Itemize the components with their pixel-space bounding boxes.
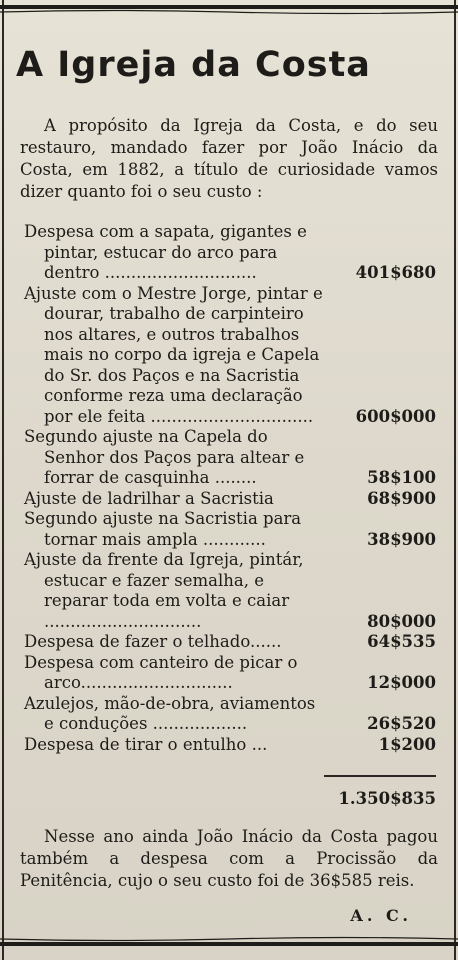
expense-description: Ajuste de ladrilhar a Sacristia: [24, 488, 274, 508]
expense-entry: [24, 550, 436, 632]
expense-amount: 64$535: [367, 632, 436, 651]
expense-amount: 38$900: [367, 529, 436, 549]
expense-entry: [24, 632, 436, 653]
expense-description: Ajuste da frente da Igreja, pintár, estucar e fazer semalha, e reparar toda em volta e caiar ..............................: [24, 550, 304, 631]
expense-description: Segundo ajuste na Capela do Senhor dos Paços para altear e forrar de casquinha ........: [24, 427, 305, 487]
expense-entry: [24, 653, 436, 694]
expense-description: Ajuste com o Mestre Jorge, pintar e dourar, trabalho de carpinteiro nos altares, e outros trabalhos mais no corpo da igreja e Capela do Sr. dos Paços e na Sacristia conforme reza uma declaração por ele feita ...............................: [24, 283, 323, 426]
expense-amount: 58$100: [367, 468, 436, 487]
expense-description: Despesa com a sapata, gigantes e pintar, estucar do arco para dentro .............................: [24, 222, 307, 282]
intro-paragraph: A propósito da Igreja da Costa, e do seu restauro, mandado fazer por João Inácio da Costa, em 1882, a título de curiosidade vamos dizer quanto foi o seu custo :: [20, 116, 438, 201]
expense-entry: [24, 694, 436, 735]
expense-description: Despesa de fazer o telhado......: [24, 632, 282, 651]
right-border: [454, 0, 456, 960]
article-title: A Igreja da Costa: [16, 45, 371, 85]
left-border: [2, 0, 4, 960]
expense-amount: 68$900: [367, 488, 436, 508]
closing-paragraph: Nesse ano ainda João Inácio da Costa pagou também a despesa com a Procissão da Penitência, cujo o seu custo foi de 36$585 reis.: [20, 827, 438, 890]
expense-amount: 600$000: [355, 406, 436, 426]
expense-entry: [24, 284, 436, 428]
expense-description: Despesa de tirar o entulho ...: [24, 734, 268, 754]
expense-entry: [24, 735, 436, 756]
expense-amount: 80$000: [367, 611, 436, 631]
expense-description: Despesa com canteiro de picar o arco.............................: [24, 652, 298, 692]
expense-amount: 12$000: [367, 673, 436, 692]
expense-amount: 1$200: [378, 734, 436, 754]
expense-entry: [24, 509, 436, 550]
expense-description: Segundo ajuste na Sacristia para tornar mais ampla ............: [24, 509, 302, 549]
top-ornamental-rule: [0, 0, 458, 18]
author-signature: A. C.: [350, 906, 412, 925]
expense-entry: [24, 489, 436, 510]
total-divider: [324, 775, 436, 777]
expense-description: Azulejos, mão-de-obra, aviamentos e conduções ..................: [24, 693, 316, 733]
expense-list: [24, 222, 436, 755]
total-amount: 1.350$835: [338, 789, 436, 808]
expense-amount: 26$520: [367, 714, 436, 733]
expense-entry: [24, 427, 436, 489]
expense-amount: 401$680: [355, 263, 436, 282]
bottom-ornamental-rule: [0, 936, 458, 954]
expense-entry: [24, 222, 436, 284]
